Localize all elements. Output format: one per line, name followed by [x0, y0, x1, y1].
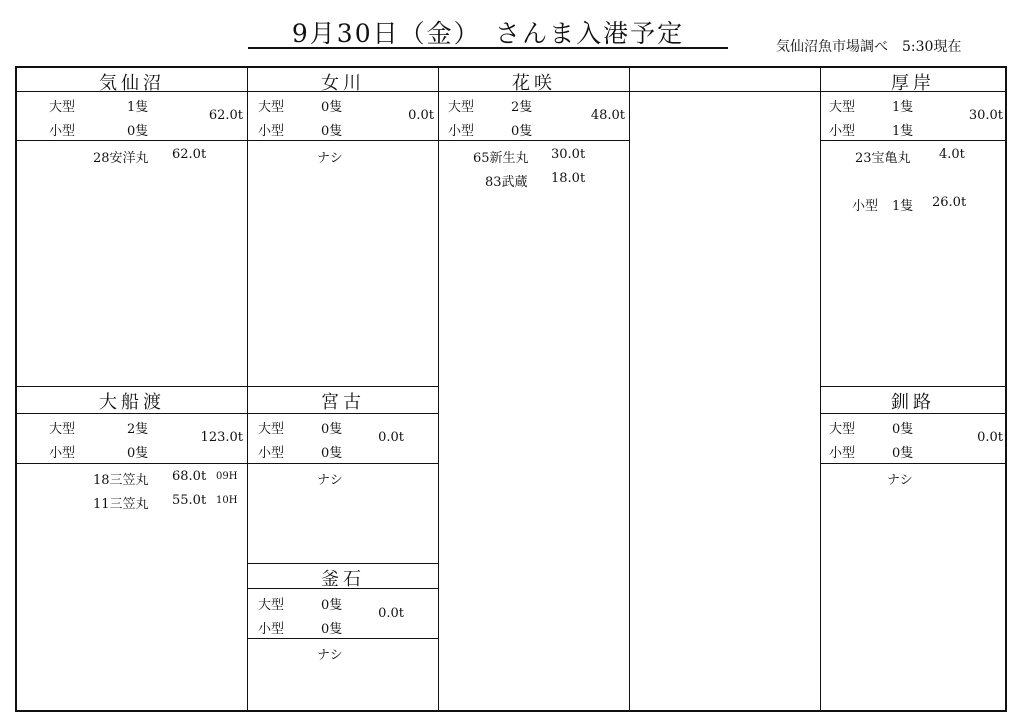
survey-note: 気仙沼魚市場調べ 5:30現在 — [776, 39, 962, 55]
large-count: 0隻 — [892, 422, 914, 437]
row-divider — [17, 140, 629, 141]
small-count: 1隻 — [892, 124, 914, 139]
large-count: 0隻 — [321, 422, 343, 437]
large-count: 1隻 — [892, 100, 914, 115]
small-label: 小型 — [258, 446, 285, 461]
large-label: 大型 — [448, 100, 475, 115]
page-title: 9月30日（金） さんま入港予定 — [291, 19, 685, 48]
no-ships-text: ナシ — [317, 151, 343, 166]
large-count: 0隻 — [321, 100, 343, 115]
large-label: 大型 — [258, 100, 285, 115]
extra-small-count: 1隻 — [892, 199, 914, 214]
extra-small-label: 小型 — [852, 199, 879, 214]
ship-catch: 62.0t — [172, 147, 207, 162]
port-total: 48.0t — [590, 108, 625, 123]
ship-catch: 55.0t — [172, 493, 207, 508]
column-divider — [629, 68, 630, 710]
port-total: 30.0t — [968, 108, 1003, 123]
large-label: 大型 — [829, 422, 856, 437]
ship-time: 09H — [216, 471, 238, 482]
port-total: 123.0t — [200, 430, 243, 445]
row-divider — [820, 463, 1005, 464]
ship-catch: 4.0t — [939, 147, 965, 162]
port-total: 0.0t — [408, 108, 434, 123]
small-count: 0隻 — [892, 446, 914, 461]
no-ships-text: ナシ — [887, 473, 913, 488]
small-label: 小型 — [829, 446, 856, 461]
column-divider — [438, 68, 439, 710]
large-count: 2隻 — [511, 100, 533, 115]
small-count: 0隻 — [511, 124, 533, 139]
extra-small-catch: 26.0t — [932, 195, 967, 210]
port-name-hanasaki: 花咲 — [512, 73, 556, 94]
large-label: 大型 — [258, 598, 285, 613]
ship-name: 18三笠丸 — [93, 473, 149, 488]
ship-name: 11三笠丸 — [93, 497, 149, 512]
large-count: 1隻 — [127, 100, 149, 115]
small-count: 0隻 — [127, 124, 149, 139]
port-total: 0.0t — [378, 606, 404, 621]
row-divider — [247, 563, 438, 564]
no-ships-text: ナシ — [317, 648, 343, 663]
row-divider — [820, 140, 1005, 141]
small-label: 小型 — [448, 124, 475, 139]
no-ships-text: ナシ — [317, 473, 343, 488]
schedule-table — [15, 66, 1007, 712]
small-count: 0隻 — [127, 446, 149, 461]
small-label: 小型 — [829, 124, 856, 139]
port-name-ofunato: 大船渡 — [99, 392, 165, 413]
port-name-onagawa: 女川 — [321, 73, 365, 94]
small-count: 0隻 — [321, 622, 343, 637]
port-total: 62.0t — [208, 108, 243, 123]
ship-catch: 30.0t — [551, 147, 586, 162]
ship-time: 10H — [216, 495, 238, 506]
row-divider — [17, 463, 438, 464]
port-name-akkeshi: 厚岸 — [891, 73, 935, 94]
small-label: 小型 — [49, 446, 76, 461]
small-count: 0隻 — [321, 124, 343, 139]
large-label: 大型 — [258, 422, 285, 437]
ship-name: 28安洋丸 — [93, 151, 149, 166]
port-name-kesennuma: 気仙沼 — [99, 73, 165, 94]
small-label: 小型 — [258, 124, 285, 139]
ship-name: 23宝亀丸 — [855, 151, 911, 166]
row-divider — [17, 386, 438, 387]
port-name-kushiro: 釧路 — [891, 392, 935, 413]
port-name-miyako: 宮古 — [321, 392, 365, 413]
title-underline — [248, 47, 728, 49]
small-label: 小型 — [49, 124, 76, 139]
ship-name: 83武蔵 — [485, 175, 528, 190]
ship-catch: 68.0t — [172, 469, 207, 484]
large-count: 0隻 — [321, 598, 343, 613]
port-total: 0.0t — [378, 430, 404, 445]
row-divider — [820, 386, 1005, 387]
port-total: 0.0t — [977, 430, 1003, 445]
large-label: 大型 — [829, 100, 856, 115]
small-count: 0隻 — [321, 446, 343, 461]
port-name-kamaishi: 釜石 — [321, 569, 365, 590]
row-divider — [247, 638, 438, 639]
large-label: 大型 — [49, 100, 76, 115]
large-count: 2隻 — [127, 422, 149, 437]
ship-name: 65新生丸 — [473, 151, 529, 166]
small-label: 小型 — [258, 622, 285, 637]
large-label: 大型 — [49, 422, 76, 437]
ship-catch: 18.0t — [551, 171, 586, 186]
